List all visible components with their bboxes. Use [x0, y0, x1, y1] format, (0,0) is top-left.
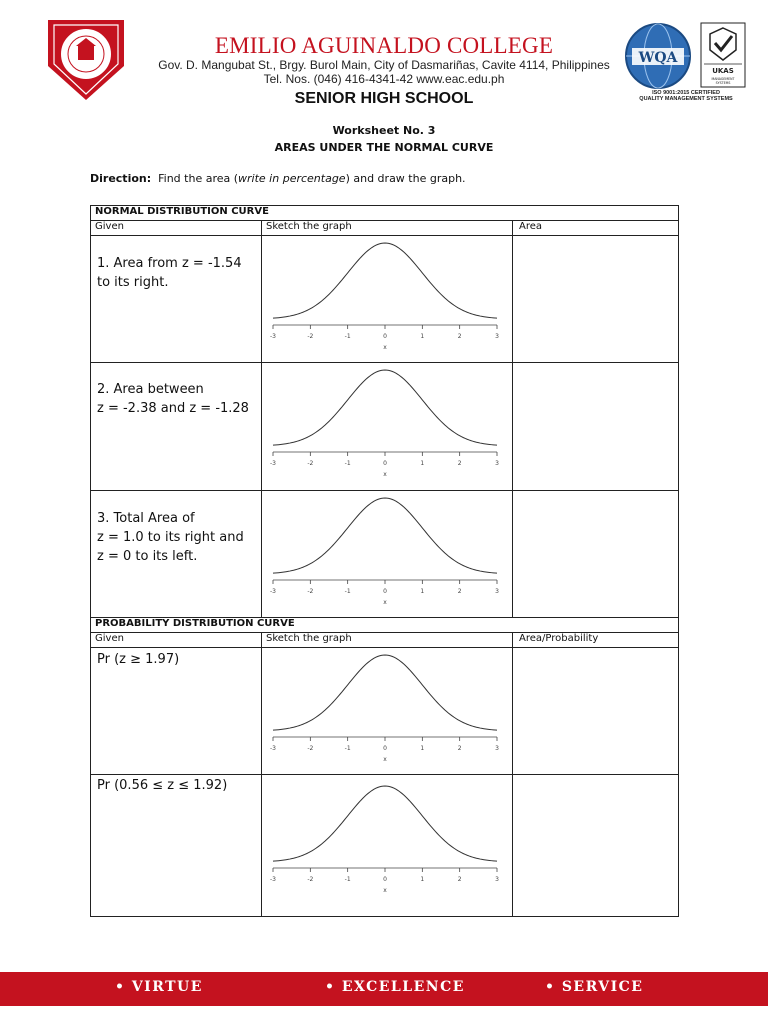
normal-curve-svg — [265, 239, 505, 357]
x-axis-label: x — [383, 599, 387, 606]
x-tick-label: -2 — [307, 460, 314, 467]
x-tick-label: -2 — [307, 876, 314, 883]
x-tick-label: -2 — [307, 588, 314, 595]
svg-text:SYSTEMS: SYSTEMS — [715, 81, 731, 85]
x-tick-label: -3 — [270, 333, 276, 340]
given-line: to its right. — [97, 275, 169, 290]
x-tick-label: -3 — [270, 460, 276, 467]
x-tick-label: 0 — [383, 876, 387, 883]
given-line: 1. Area from z = -1.54 — [97, 256, 242, 271]
given-line: z = 0 to its left. — [97, 549, 198, 564]
ukas-certification-logo — [700, 22, 746, 88]
x-tick-label: -1 — [344, 745, 351, 752]
col-graph-header: Sketch the graph — [266, 221, 352, 232]
iso-certification-text: ISO 9001:2015 CERTIFIED — [652, 90, 720, 96]
given-cell — [97, 254, 257, 292]
x-tick-label: -3 — [270, 876, 276, 883]
col-graph-header: Sketch the graph — [266, 633, 352, 644]
iso-certification-subtext: QUALITY MANAGEMENT SYSTEMS — [639, 96, 733, 102]
x-tick-label: -1 — [344, 876, 351, 883]
x-tick-label: 0 — [383, 745, 387, 752]
x-tick-label: 2 — [457, 333, 462, 340]
normal-curve-graph[interactable] — [265, 651, 505, 769]
x-tick-label: 3 — [495, 333, 499, 340]
col-area-header: Area — [519, 221, 543, 232]
x-tick-label: 1 — [420, 745, 425, 752]
x-tick-label: 2 — [457, 460, 462, 467]
normal-curve-line — [273, 498, 497, 573]
direction-text — [90, 172, 466, 185]
x-tick-label: 2 — [457, 588, 462, 595]
worksheet-title: AREAS UNDER THE NORMAL CURVE — [274, 141, 494, 154]
wqa-globe-logo — [624, 22, 692, 90]
x-tick-label: 2 — [457, 745, 462, 752]
normal-curve-svg — [265, 494, 505, 612]
address-line: Gov. D. Mangubat St., Brgy. Burol Main, City of Dasmariñas, Cavite 4114, Philippines — [158, 58, 610, 72]
college-seal-logo — [34, 10, 138, 104]
x-tick-label: 3 — [495, 588, 499, 595]
direction-label: Direction: — [90, 172, 152, 185]
x-tick-label: -1 — [344, 588, 351, 595]
svg-text:MANAGEMENT: MANAGEMENT — [711, 77, 735, 81]
normal-curve-graph[interactable] — [265, 494, 505, 612]
x-axis-label: x — [383, 471, 387, 478]
x-tick-label: 1 — [420, 588, 425, 595]
normal-curve-svg — [265, 782, 505, 900]
normal-curve-svg — [265, 651, 505, 769]
given-line: z = 1.0 to its right and — [97, 530, 244, 545]
normal-curve-line — [273, 655, 497, 730]
col-given-header: Given — [95, 633, 124, 644]
given-line: Pr (z ≥ 1.97) — [97, 652, 180, 667]
normal-curve-graph[interactable] — [265, 782, 505, 900]
normal-curve-line — [273, 786, 497, 861]
col-given-header: Given — [95, 221, 124, 232]
given-cell — [97, 650, 257, 669]
worksheet-table — [90, 205, 679, 917]
x-tick-label: -2 — [307, 333, 314, 340]
footer-banner — [0, 972, 768, 1006]
svg-text:WQA: WQA — [638, 50, 678, 66]
x-tick-label: -1 — [344, 333, 351, 340]
x-tick-label: 2 — [457, 876, 462, 883]
normal-curve-graph[interactable] — [265, 366, 505, 484]
col-area-probability-header: Area/Probability — [519, 633, 599, 644]
footer-virtue: • VIRTUE — [115, 979, 203, 995]
normal-curve-svg — [265, 366, 505, 484]
given-line: z = -2.38 and z = -1.28 — [97, 401, 249, 416]
direction-emphasis: write in percentage — [238, 172, 346, 185]
svg-text:UKAS: UKAS — [712, 67, 734, 75]
x-tick-label: 0 — [383, 333, 387, 340]
x-tick-label: 0 — [383, 588, 387, 595]
normal-curve-line — [273, 370, 497, 445]
x-tick-label: 3 — [495, 745, 499, 752]
given-cell — [97, 776, 257, 795]
given-cell — [97, 380, 257, 418]
x-axis-label: x — [383, 756, 387, 763]
direction-pre: Find the area ( — [158, 172, 239, 185]
direction-post: ) and draw the graph. — [345, 172, 466, 185]
footer-service: • SERVICE — [545, 979, 644, 995]
worksheet-number: Worksheet No. 3 — [332, 124, 436, 137]
normal-curve-graph[interactable] — [265, 239, 505, 357]
footer-excellence: • EXCELLENCE — [325, 979, 465, 995]
x-tick-label: -3 — [270, 588, 276, 595]
college-name: EMILIO AGUINALDO COLLEGE — [214, 33, 554, 58]
x-tick-label: 0 — [383, 460, 387, 467]
normal-curve-line — [273, 243, 497, 318]
x-tick-label: 1 — [420, 460, 425, 467]
x-axis-label: x — [383, 344, 387, 351]
normal-section-title: NORMAL DISTRIBUTION CURVE — [95, 206, 269, 217]
given-line: 3. Total Area of — [97, 511, 195, 526]
x-tick-label: 3 — [495, 876, 499, 883]
x-tick-label: 1 — [420, 876, 425, 883]
probability-section-title: PROBABILITY DISTRIBUTION CURVE — [95, 618, 295, 629]
given-cell — [97, 509, 257, 566]
x-tick-label: -2 — [307, 745, 314, 752]
contact-line: Tel. Nos. (046) 416-4341-42 www.eac.edu.ph — [263, 72, 505, 86]
x-axis-label: x — [383, 887, 387, 894]
x-tick-label: -1 — [344, 460, 351, 467]
x-tick-label: 3 — [495, 460, 499, 467]
x-tick-label: -3 — [270, 745, 276, 752]
x-tick-label: 1 — [420, 333, 425, 340]
given-line: 2. Area between — [97, 382, 204, 397]
school-division-title: SENIOR HIGH SCHOOL — [294, 90, 474, 107]
given-line: Pr (0.56 ≤ z ≤ 1.92) — [97, 778, 228, 793]
